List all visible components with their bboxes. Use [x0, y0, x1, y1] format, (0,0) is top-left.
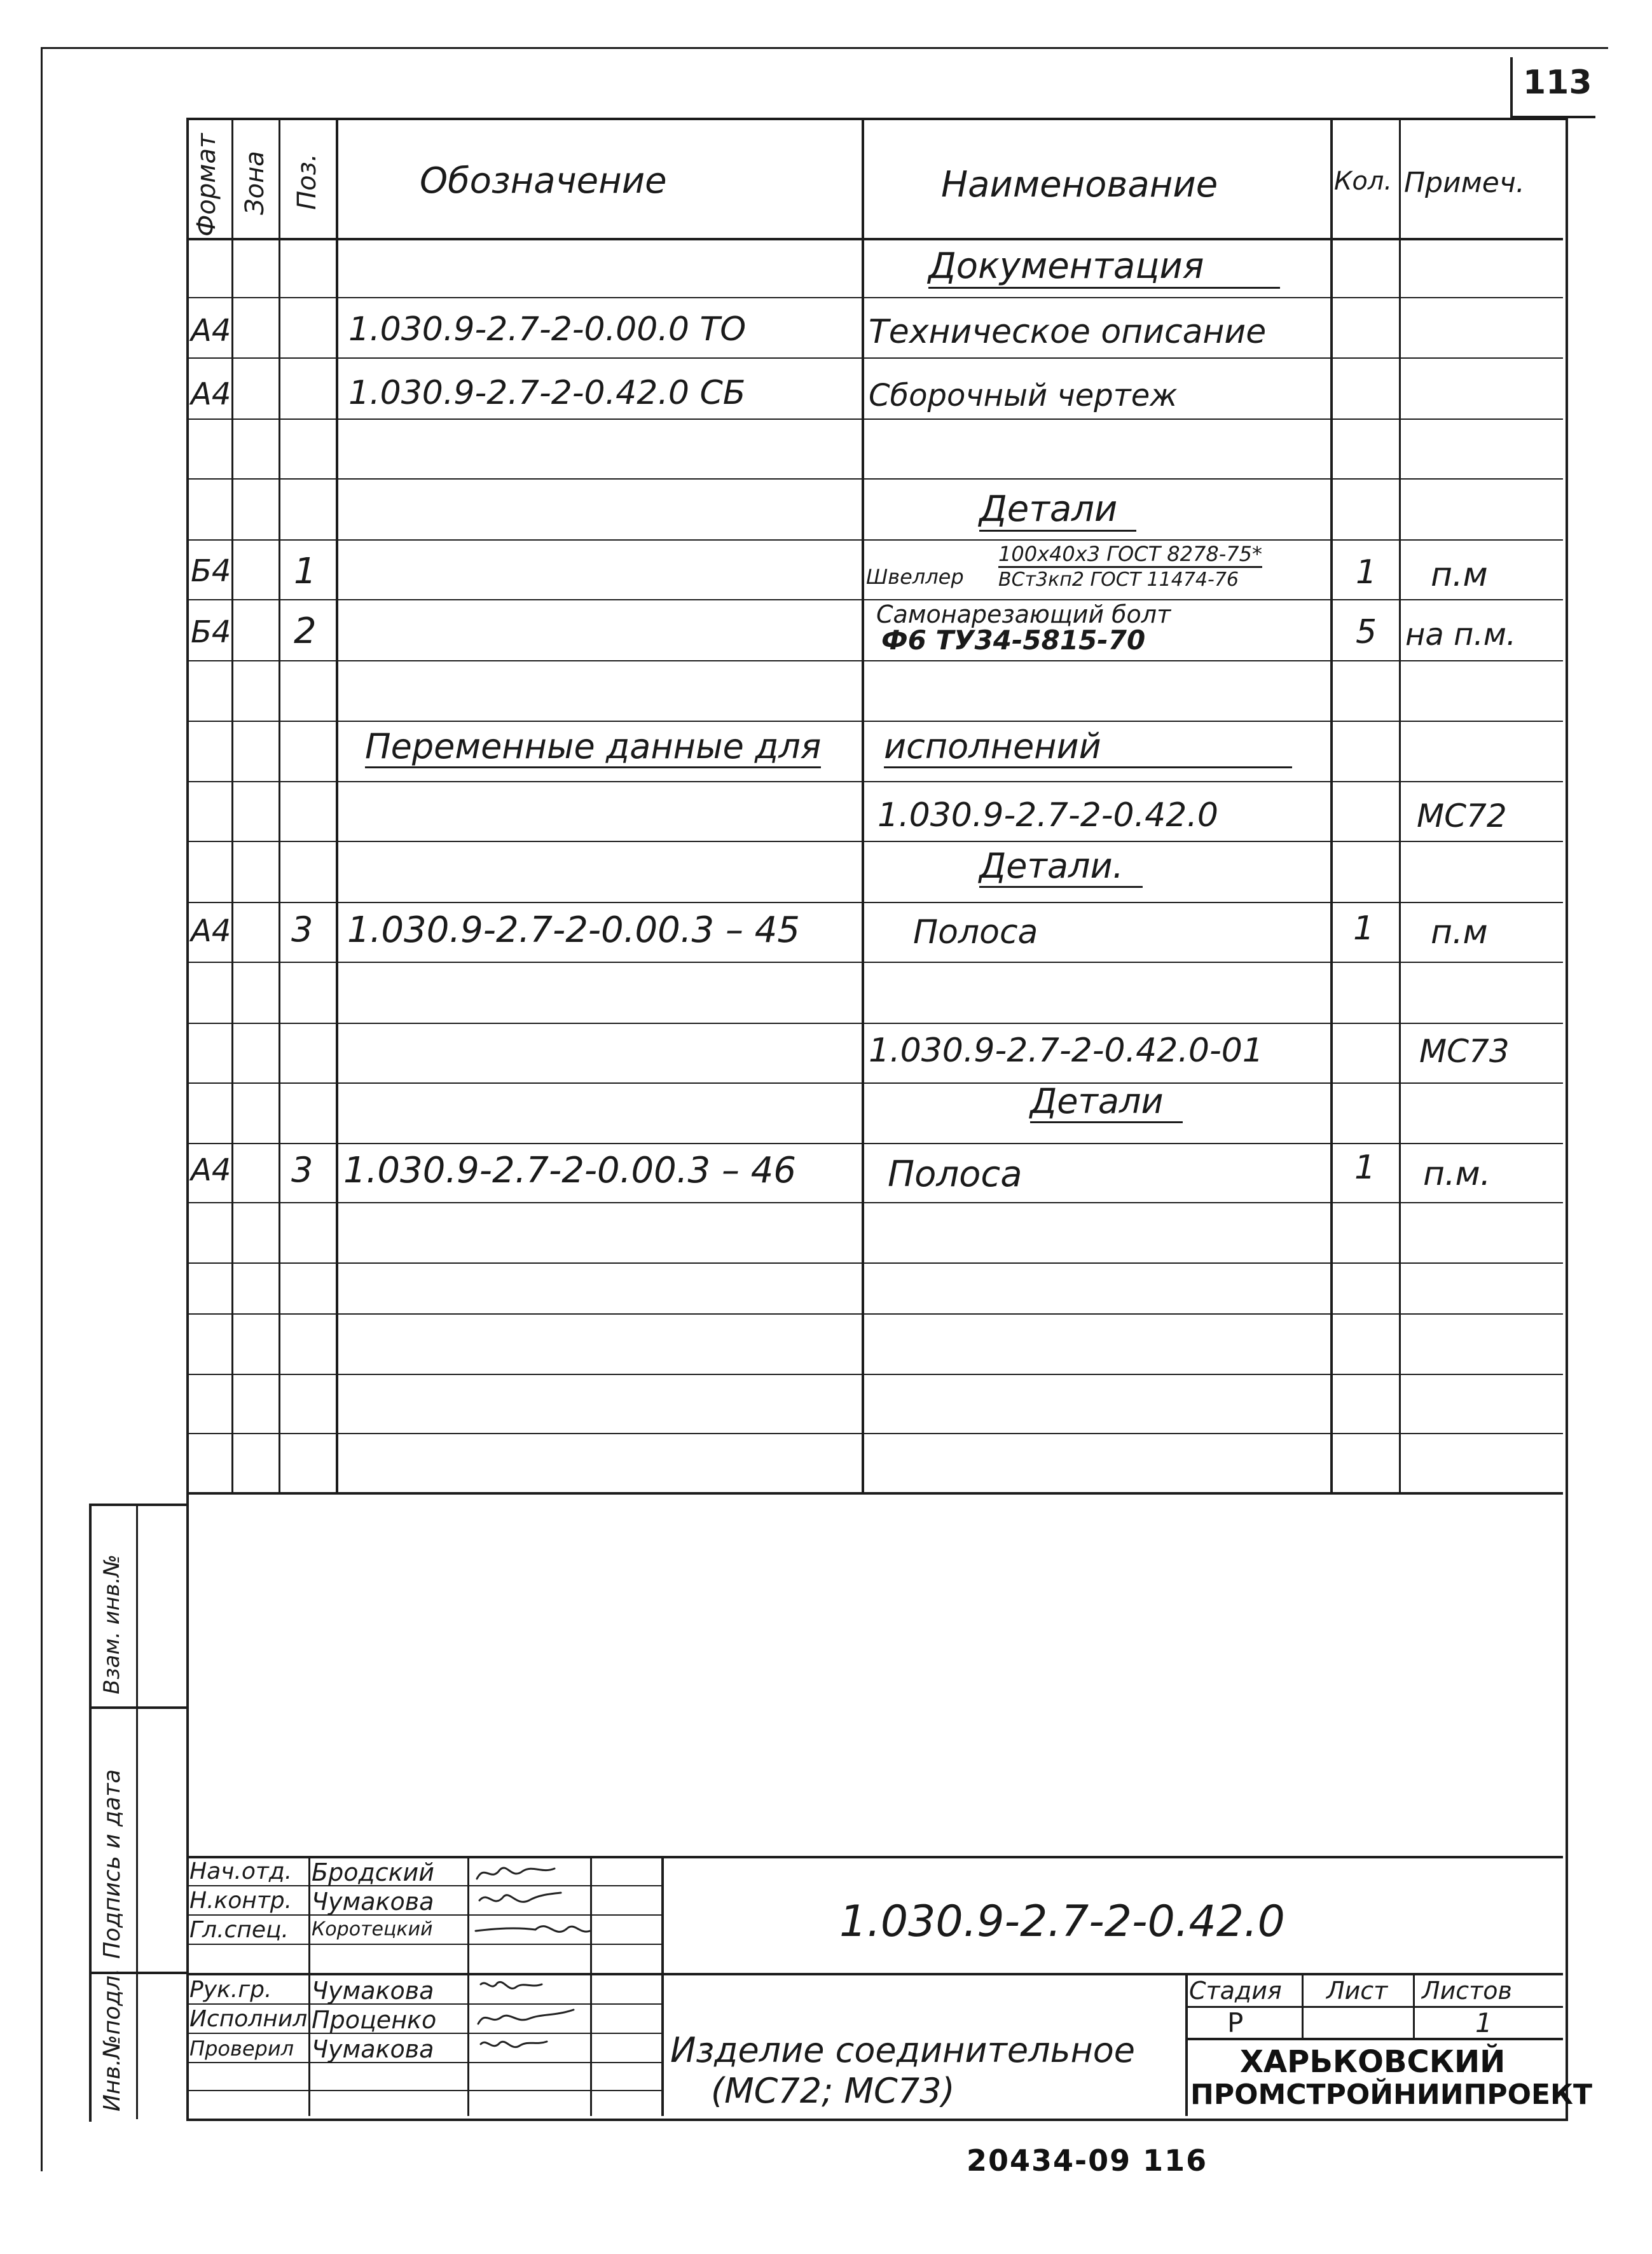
title-grid-line — [467, 1856, 469, 2116]
row-format: А4 — [191, 913, 231, 949]
row-qty: 1 — [1354, 1149, 1376, 1187]
row-line — [186, 902, 1563, 903]
title-person: Проценко — [312, 2006, 437, 2034]
header-bottom-line — [186, 238, 1563, 240]
row-designation: 1.030.9-2.7-2-0.00.3 – 46 — [343, 1150, 797, 1191]
signature-mark — [472, 1888, 586, 1913]
row-line — [186, 1262, 1563, 1264]
row-pos: 3 — [291, 1150, 313, 1190]
row-note: п.м. — [1423, 1155, 1491, 1193]
row-pos: 2 — [294, 611, 317, 652]
title-person: Чумакова — [312, 1888, 434, 1916]
title-role: Рук.гр. — [189, 1977, 272, 2003]
row-format: А4 — [191, 313, 231, 349]
header-pos: Поз. — [293, 153, 322, 210]
side-label-podpis: Подпись и дата — [99, 1769, 125, 1959]
row-name: Детали — [979, 488, 1136, 532]
row-line — [186, 841, 1563, 842]
row-name: Швеллер — [866, 565, 964, 589]
row-qty: 5 — [1356, 613, 1377, 651]
row-name: Детали — [1030, 1081, 1183, 1123]
title-role: Гл.спец. — [189, 1917, 289, 1943]
row-designation: Переменные данные для — [365, 726, 821, 768]
side-stamp-divider — [89, 1706, 186, 1709]
header-name: Наименование — [941, 164, 1218, 205]
footer-code: 20434-09 116 — [967, 2143, 1208, 2178]
row-line — [186, 1313, 1563, 1315]
title-grid-line — [661, 1856, 664, 2116]
org-line1: ХАРЬКОВСКИЙ — [1240, 2044, 1506, 2080]
sheet-label: Лист — [1326, 1977, 1388, 2005]
title-grid-line — [1413, 1973, 1415, 2039]
stage-value: Р — [1227, 2007, 1244, 2038]
sheets-label: Листов — [1422, 1977, 1512, 2005]
row-line — [186, 297, 1563, 298]
row-format: Б4 — [191, 553, 231, 589]
col-line-qty — [1330, 118, 1333, 1493]
row-designation: 1.030.9-2.7-2-0.00.3 – 45 — [347, 909, 801, 951]
row-line — [186, 1082, 1563, 1084]
title-person: Чумакова — [312, 2035, 434, 2063]
col-line-pos — [279, 118, 280, 1493]
row-designation: 1.030.9-2.7-2-0.42.0 СБ — [348, 374, 746, 412]
col-line-name — [862, 118, 864, 1493]
row-name: Документация — [928, 245, 1280, 289]
page-number: 113 — [1523, 64, 1592, 102]
row-line — [186, 962, 1563, 963]
row-name: Самонарезающий болт — [876, 600, 1171, 628]
side-stamp-divider — [136, 1504, 138, 2119]
row-note: МС73 — [1419, 1033, 1510, 1070]
outer-frame-top — [41, 47, 1608, 49]
row-name-top: 100х40х3 ГОСТ 8278-75* — [998, 542, 1262, 568]
title-person: Бродский — [312, 1858, 434, 1886]
row-name-line2: Ф6 ТУ34-5815-70 — [881, 625, 1146, 656]
title-grid-line — [186, 2090, 663, 2091]
product-name: Изделие соединительное — [670, 2030, 1136, 2070]
row-name: Полоса — [888, 1154, 1022, 1195]
row-line — [186, 1023, 1563, 1024]
col-line-note — [1399, 118, 1401, 1493]
row-line — [186, 1433, 1563, 1434]
row-name: Полоса — [913, 913, 1038, 951]
row-name-bottom: ВСт3кп2 ГОСТ 11474-76 — [998, 569, 1239, 591]
org-line2: ПРОМСТРОЙНИИПРОЕКТ — [1190, 2078, 1593, 2111]
side-label-inv: Инв.№подл. — [99, 1968, 125, 2112]
row-line — [186, 1143, 1563, 1144]
row-note: п.м — [1431, 556, 1488, 594]
row-note: МС72 — [1417, 798, 1507, 834]
row-line — [186, 539, 1563, 541]
title-role: Исполнил — [189, 2006, 308, 2032]
row-name: 1.030.9-2.7-2-0.42.0 — [878, 796, 1218, 834]
title-grid-line — [186, 1973, 1563, 1975]
col-line-designation — [336, 118, 338, 1493]
header-format: Формат — [192, 133, 221, 237]
row-format: Б4 — [191, 614, 231, 650]
row-note: на п.м. — [1405, 617, 1517, 653]
row-name: Сборочный чертеж — [869, 378, 1178, 413]
title-grid-line — [1302, 1973, 1304, 2039]
signature-mark — [472, 1975, 586, 2001]
col-line-zone — [231, 118, 233, 1493]
outer-frame-left — [41, 47, 43, 2171]
row-line — [186, 660, 1563, 661]
row-name: исполнений — [884, 726, 1292, 768]
row-qty: 1 — [1356, 553, 1377, 591]
row-designation: 1.030.9-2.7-2-0.00.0 ТО — [348, 310, 747, 349]
signature-mark — [472, 2005, 586, 2030]
row-name: Детали. — [979, 846, 1143, 888]
row-name: 1.030.9-2.7-2-0.42.0-01 — [869, 1032, 1263, 1070]
header-note: Примеч. — [1404, 167, 1525, 199]
row-line — [186, 478, 1563, 480]
row-note: п.м — [1431, 913, 1488, 951]
row-pos: 1 — [294, 551, 317, 592]
product-variants: (МС72; МС73) — [711, 2071, 955, 2111]
row-line — [186, 781, 1563, 782]
spec-bottom-line — [186, 1492, 1563, 1495]
title-grid-line — [186, 1944, 663, 1945]
title-grid-line — [1185, 1973, 1188, 2116]
title-role: Н.контр. — [189, 1888, 293, 1914]
header-qty: Кол. — [1334, 167, 1393, 196]
row-line — [186, 599, 1563, 600]
signature-mark — [472, 1916, 593, 1944]
row-pos: 3 — [291, 909, 313, 950]
row-format: А4 — [191, 377, 231, 412]
row-line — [186, 721, 1563, 722]
stage-label: Стадия — [1189, 1977, 1282, 2005]
row-name: Техническое описание — [869, 313, 1267, 351]
title-person: Чумакова — [312, 1977, 434, 2005]
row-line — [186, 357, 1563, 359]
row-format: А4 — [191, 1152, 231, 1188]
title-grid-line — [590, 1856, 592, 2116]
sheets-value: 1 — [1475, 2007, 1492, 2038]
title-role: Нач.отд. — [189, 1858, 293, 1884]
signature-mark — [472, 1860, 586, 1885]
header-designation: Обозначение — [420, 160, 667, 202]
title-person: Коротецкий — [312, 1918, 433, 1940]
signature-mark — [472, 2034, 586, 2059]
row-line — [186, 1374, 1563, 1375]
title-role: Проверил — [189, 2036, 294, 2061]
title-grid-line — [308, 1856, 310, 2116]
side-label-vzam: Взам. инв.№ — [99, 1554, 125, 1694]
header-zone: Зона — [240, 151, 270, 215]
row-line — [186, 418, 1563, 420]
row-qty: 1 — [1353, 909, 1375, 948]
doc-code: 1.030.9-2.7-2-0.42.0 — [839, 1897, 1285, 1947]
row-line — [186, 1202, 1563, 1203]
